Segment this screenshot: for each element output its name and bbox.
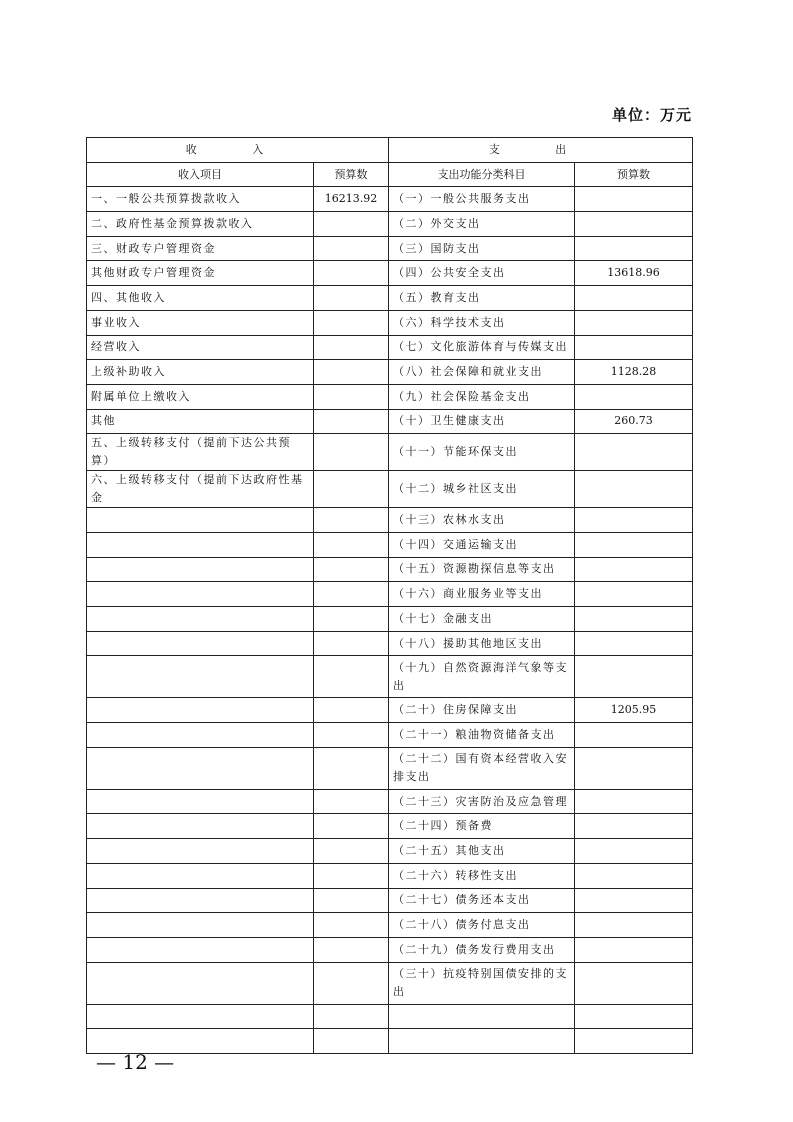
table-row xyxy=(87,360,693,385)
exp-amount-cell: 260.73 xyxy=(575,409,693,434)
table-row xyxy=(87,187,693,212)
table-row xyxy=(87,1004,693,1029)
income-amount-cell xyxy=(314,631,389,656)
income-amount-cell xyxy=(314,723,389,748)
income-header: 收 入 xyxy=(87,138,389,163)
income-item-cell: 附属单位上缴收入 xyxy=(87,384,314,409)
income-item-cell: 六、上级转移支付（提前下达政府性基金 xyxy=(87,471,314,508)
income-item-cell xyxy=(87,631,314,656)
exp-amount-cell xyxy=(575,310,693,335)
table-row xyxy=(87,747,693,789)
exp-amount-cell xyxy=(575,814,693,839)
income-amount-cell xyxy=(314,471,389,508)
exp-item-cell: （四）公共安全支出 xyxy=(389,261,575,286)
exp-item-cell: （二十八）债务付息支出 xyxy=(389,913,575,938)
income-item-cell: 上级补助收入 xyxy=(87,360,314,385)
exp-amount-cell xyxy=(575,335,693,360)
exp-amount-header: 预算数 xyxy=(575,162,693,187)
income-item-cell: 五、上级转移支付（提前下达公共预算） xyxy=(87,434,314,471)
exp-item-cell: （二十）住房保障支出 xyxy=(389,698,575,723)
exp-amount-cell: 13618.96 xyxy=(575,261,693,286)
income-amount-cell xyxy=(314,962,389,1004)
exp-amount-cell xyxy=(575,236,693,261)
income-item-cell xyxy=(87,1004,314,1029)
exp-item-cell: （二十三）灾害防治及应急管理 xyxy=(389,789,575,814)
income-item-cell xyxy=(87,839,314,864)
income-amount-cell: 16213.92 xyxy=(314,187,389,212)
exp-item-cell: （十九）自然资源海洋气象等支出 xyxy=(389,656,575,698)
table-row xyxy=(87,723,693,748)
table-body xyxy=(87,187,693,1054)
income-item-cell xyxy=(87,747,314,789)
exp-item-cell xyxy=(389,1029,575,1054)
exp-amount-cell xyxy=(575,582,693,607)
exp-item-cell: （十二）城乡社区支出 xyxy=(389,471,575,508)
income-item-cell xyxy=(87,698,314,723)
income-item-cell xyxy=(87,913,314,938)
table-row xyxy=(87,409,693,434)
exp-item-cell: （九）社会保险基金支出 xyxy=(389,384,575,409)
income-item-cell xyxy=(87,723,314,748)
exp-item-cell: （十七）金融支出 xyxy=(389,607,575,632)
exp-amount-cell xyxy=(575,913,693,938)
exp-item-cell: （二十一）粮油物资储备支出 xyxy=(389,723,575,748)
table-row xyxy=(87,286,693,311)
table-row xyxy=(87,212,693,237)
exp-item-cell: （二）外交支出 xyxy=(389,212,575,237)
income-amount-cell xyxy=(314,360,389,385)
table-row xyxy=(87,582,693,607)
income-amount-cell xyxy=(314,557,389,582)
income-amount-cell xyxy=(314,913,389,938)
table-row xyxy=(87,839,693,864)
exp-amount-cell xyxy=(575,839,693,864)
table-row xyxy=(87,698,693,723)
table-row xyxy=(87,789,693,814)
exp-item-cell: （一）一般公共服务支出 xyxy=(389,187,575,212)
income-item-cell xyxy=(87,582,314,607)
exp-amount-cell xyxy=(575,384,693,409)
table-row xyxy=(87,888,693,913)
income-amount-cell xyxy=(314,532,389,557)
exp-amount-cell xyxy=(575,937,693,962)
exp-item-cell: （十）卫生健康支出 xyxy=(389,409,575,434)
table-row xyxy=(87,1029,693,1054)
income-amount-cell xyxy=(314,747,389,789)
exp-amount-cell xyxy=(575,607,693,632)
income-item-cell: 其他财政专户管理资金 xyxy=(87,261,314,286)
table-row xyxy=(87,532,693,557)
exp-item-header: 支出功能分类科目 xyxy=(389,162,575,187)
income-amount-cell xyxy=(314,236,389,261)
exp-amount-cell xyxy=(575,187,693,212)
income-amount-cell xyxy=(314,434,389,471)
income-amount-cell xyxy=(314,508,389,533)
expenditure-header: 支 出 xyxy=(389,138,693,163)
table-row xyxy=(87,607,693,632)
income-item-cell xyxy=(87,962,314,1004)
income-item-cell xyxy=(87,863,314,888)
exp-amount-cell: 1205.95 xyxy=(575,698,693,723)
income-amount-cell xyxy=(314,286,389,311)
budget-table xyxy=(86,137,693,1054)
table-row xyxy=(87,384,693,409)
income-item-cell xyxy=(87,656,314,698)
exp-amount-cell xyxy=(575,532,693,557)
income-amount-cell xyxy=(314,310,389,335)
income-item-cell: 其他 xyxy=(87,409,314,434)
income-amount-cell xyxy=(314,1004,389,1029)
exp-item-cell: （十一）节能环保支出 xyxy=(389,434,575,471)
table-row xyxy=(87,863,693,888)
table-row xyxy=(87,236,693,261)
group-header-row xyxy=(87,138,693,163)
exp-amount-cell xyxy=(575,656,693,698)
exp-item-cell xyxy=(389,1004,575,1029)
exp-amount-cell xyxy=(575,631,693,656)
income-amount-cell xyxy=(314,789,389,814)
exp-item-cell: （十五）资源勘探信息等支出 xyxy=(389,557,575,582)
income-amount-cell xyxy=(314,409,389,434)
table-row xyxy=(87,962,693,1004)
table-row xyxy=(87,471,693,508)
exp-item-cell: （六）科学技术支出 xyxy=(389,310,575,335)
income-item-cell: 二、政府性基金预算拨款收入 xyxy=(87,212,314,237)
table-row xyxy=(87,913,693,938)
income-item-cell xyxy=(87,789,314,814)
exp-amount-cell xyxy=(575,471,693,508)
income-amount-cell xyxy=(314,384,389,409)
exp-item-cell: （十四）交通运输支出 xyxy=(389,532,575,557)
exp-item-cell: （二十六）转移性支出 xyxy=(389,863,575,888)
exp-item-cell: （三十）抗疫特别国债安排的支出 xyxy=(389,962,575,1004)
income-amount-cell xyxy=(314,261,389,286)
income-amount-cell xyxy=(314,607,389,632)
table-row xyxy=(87,335,693,360)
exp-amount-cell xyxy=(575,789,693,814)
income-amount-cell xyxy=(314,937,389,962)
exp-item-cell: （五）教育支出 xyxy=(389,286,575,311)
exp-item-cell: （八）社会保障和就业支出 xyxy=(389,360,575,385)
exp-amount-cell xyxy=(575,723,693,748)
table-row xyxy=(87,508,693,533)
exp-amount-cell xyxy=(575,888,693,913)
income-item-cell: 四、其他收入 xyxy=(87,286,314,311)
income-item-cell: 三、财政专户管理资金 xyxy=(87,236,314,261)
income-item-cell: 经营收入 xyxy=(87,335,314,360)
exp-item-cell: （二十七）债务还本支出 xyxy=(389,888,575,913)
income-item-cell xyxy=(87,557,314,582)
income-item-cell xyxy=(87,888,314,913)
income-item-cell xyxy=(87,937,314,962)
income-amount-cell xyxy=(314,335,389,360)
page-number: — 12 — xyxy=(96,1050,175,1074)
income-item-cell xyxy=(87,607,314,632)
income-item-cell xyxy=(87,508,314,533)
exp-item-cell: （二十二）国有资本经营收入安排支出 xyxy=(389,747,575,789)
exp-amount-cell xyxy=(575,1004,693,1029)
table-row xyxy=(87,310,693,335)
exp-amount-cell xyxy=(575,962,693,1004)
income-item-cell xyxy=(87,814,314,839)
exp-amount-cell xyxy=(575,747,693,789)
exp-amount-cell xyxy=(575,557,693,582)
exp-amount-cell xyxy=(575,212,693,237)
exp-item-cell: （十八）援助其他地区支出 xyxy=(389,631,575,656)
exp-amount-cell xyxy=(575,1029,693,1054)
income-item-header: 收入项目 xyxy=(87,162,314,187)
income-amount-cell xyxy=(314,698,389,723)
table-row xyxy=(87,261,693,286)
income-item-cell xyxy=(87,532,314,557)
exp-item-cell: （十六）商业服务业等支出 xyxy=(389,582,575,607)
income-amount-header: 预算数 xyxy=(314,162,389,187)
exp-amount-cell: 1128.28 xyxy=(575,360,693,385)
income-amount-cell xyxy=(314,814,389,839)
income-amount-cell xyxy=(314,888,389,913)
exp-item-cell: （三）国防支出 xyxy=(389,236,575,261)
exp-item-cell: （十三）农林水支出 xyxy=(389,508,575,533)
exp-amount-cell xyxy=(575,508,693,533)
exp-item-cell: （二十四）预备费 xyxy=(389,814,575,839)
table-row xyxy=(87,814,693,839)
table-row xyxy=(87,434,693,471)
income-amount-cell xyxy=(314,863,389,888)
unit-label: 单位：万元 xyxy=(612,106,693,124)
income-amount-cell xyxy=(314,582,389,607)
income-amount-cell xyxy=(314,212,389,237)
income-item-cell: 事业收入 xyxy=(87,310,314,335)
exp-item-cell: （二十九）债务发行费用支出 xyxy=(389,937,575,962)
column-header-row xyxy=(87,162,693,187)
table-row xyxy=(87,937,693,962)
table-row xyxy=(87,656,693,698)
table-row xyxy=(87,557,693,582)
income-item-cell: 一、一般公共预算拨款收入 xyxy=(87,187,314,212)
table-row xyxy=(87,631,693,656)
exp-item-cell: （二十五）其他支出 xyxy=(389,839,575,864)
exp-item-cell: （七）文化旅游体育与传媒支出 xyxy=(389,335,575,360)
exp-amount-cell xyxy=(575,863,693,888)
income-amount-cell xyxy=(314,1029,389,1054)
income-amount-cell xyxy=(314,656,389,698)
exp-amount-cell xyxy=(575,286,693,311)
exp-amount-cell xyxy=(575,434,693,471)
income-amount-cell xyxy=(314,839,389,864)
